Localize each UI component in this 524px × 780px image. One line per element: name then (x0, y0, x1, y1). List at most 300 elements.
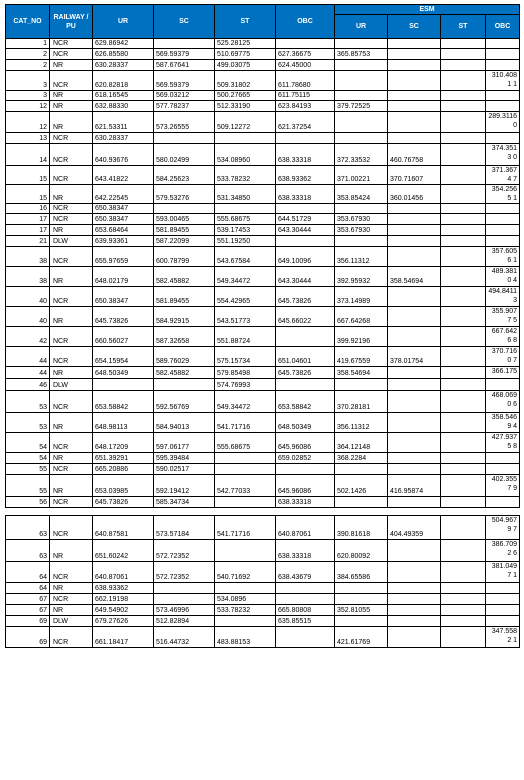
cell-cat-no: 69 (6, 627, 50, 648)
cell-obc (276, 379, 335, 391)
cell-railway: NCR (50, 433, 93, 453)
cell-obc (276, 133, 335, 144)
cell-railway: NCR (50, 49, 93, 60)
cell-esm-ur (335, 464, 388, 475)
cell-esm-sc (388, 204, 441, 214)
cell-esm-obc (486, 91, 520, 101)
cell-railway: NCR (50, 204, 93, 214)
cell-obc: 635.85515 (276, 616, 335, 627)
cell-ur: 645.73826 (93, 497, 154, 508)
cell-obc: 621.37254 (276, 112, 335, 133)
cell-railway: NR (50, 307, 93, 327)
cell-obc: 644.51729 (276, 214, 335, 225)
cell-sc: 516.44732 (154, 627, 215, 648)
cell-esm-obc (486, 101, 520, 112)
cell-railway: DLW (50, 236, 93, 247)
cell-ur: 640.93676 (93, 144, 154, 166)
cell-esm-sc (388, 627, 441, 648)
cell-esm-sc (388, 562, 441, 583)
cell-esm-obc: 494.8411 3 (486, 287, 520, 307)
table-row (6, 71, 520, 91)
cell-esm-ur: 620.80092 (335, 540, 388, 562)
cell-esm-sc (388, 60, 441, 71)
gap-cell (6, 508, 520, 516)
cell-obc (276, 236, 335, 247)
cell-esm-sc (388, 616, 441, 627)
cell-ur: 629.86942 (93, 39, 154, 49)
cell-railway: NR (50, 185, 93, 204)
cell-cat-no: 55 (6, 475, 50, 497)
cell-esm-st (441, 39, 486, 49)
cell-esm-ur: 353.67930 (335, 225, 388, 236)
cell-st: 579.85498 (215, 367, 276, 379)
table-header (6, 5, 520, 39)
cell-ur: 640.87581 (93, 516, 154, 540)
cell-obc: 645.96086 (276, 433, 335, 453)
table-row (6, 166, 520, 185)
cell-sc (154, 379, 215, 391)
cell-railway: NCR (50, 562, 93, 583)
cell-sc: 569.59379 (154, 71, 215, 91)
cell-ur: 638.93362 (93, 583, 154, 594)
cell-railway: NCR (50, 214, 93, 225)
table-row (6, 540, 520, 562)
cell-esm-ur (335, 594, 388, 605)
cell-st: 512.33190 (215, 101, 276, 112)
cell-sc: 573.57184 (154, 516, 215, 540)
cell-esm-obc (486, 204, 520, 214)
cell-esm-ur (335, 204, 388, 214)
cell-esm-obc: 358.5469 4 (486, 413, 520, 433)
cell-st: 555.68675 (215, 433, 276, 453)
table-row (6, 605, 520, 616)
cell-esm-ur (335, 616, 388, 627)
cell-esm-sc (388, 225, 441, 236)
cell-st (215, 204, 276, 214)
cell-esm-obc: 347.5582 1 (486, 627, 520, 648)
cell-cat-no: 12 (6, 101, 50, 112)
cell-cat-no: 55 (6, 464, 50, 475)
cell-cat-no: 21 (6, 236, 50, 247)
cell-esm-st (441, 247, 486, 267)
cell-obc (276, 327, 335, 347)
cell-esm-st (441, 204, 486, 214)
cell-esm-ur: 365.85753 (335, 49, 388, 60)
table-row (6, 562, 520, 583)
cell-railway: DLW (50, 616, 93, 627)
cell-obc: 665.80808 (276, 605, 335, 616)
cell-st (215, 453, 276, 464)
cell-esm-sc (388, 605, 441, 616)
cell-st: 554.42965 (215, 287, 276, 307)
cell-st (215, 540, 276, 562)
table-row (6, 185, 520, 204)
cell-esm-ur: 371.00221 (335, 166, 388, 185)
cell-cat-no: 15 (6, 185, 50, 204)
cell-obc: 640.87061 (276, 516, 335, 540)
cell-sc: 592.56769 (154, 391, 215, 413)
cell-st (215, 497, 276, 508)
cell-ur: 648.17209 (93, 433, 154, 453)
cell-ur: 632.88330 (93, 101, 154, 112)
cell-esm-ur (335, 236, 388, 247)
cell-cat-no: 3 (6, 71, 50, 91)
cell-esm-obc: 402.3557 9 (486, 475, 520, 497)
cell-sc: 585.34734 (154, 497, 215, 508)
cell-esm-obc (486, 214, 520, 225)
cell-railway: NCR (50, 497, 93, 508)
cell-esm-st (441, 516, 486, 540)
cell-esm-sc (388, 307, 441, 327)
cell-cat-no: 1 (6, 39, 50, 49)
cell-esm-sc (388, 413, 441, 433)
cell-ur: 679.27626 (93, 616, 154, 627)
cell-obc: 638.33318 (276, 540, 335, 562)
cell-esm-obc: 371.3674 7 (486, 166, 520, 185)
cell-esm-st (441, 562, 486, 583)
cell-ur: 645.73826 (93, 307, 154, 327)
cell-esm-st (441, 583, 486, 594)
table-row (6, 236, 520, 247)
cell-railway: NCR (50, 347, 93, 367)
table-row (6, 267, 520, 287)
cell-cat-no: 42 (6, 327, 50, 347)
table-row (6, 475, 520, 497)
cell-obc: 645.66022 (276, 307, 335, 327)
cell-esm-st (441, 616, 486, 627)
cell-sc: 587.67641 (154, 60, 215, 71)
cell-esm-st (441, 327, 486, 347)
cell-esm-obc: 381.0497 1 (486, 562, 520, 583)
cell-st: 575.15734 (215, 347, 276, 367)
cell-sc: 581.89455 (154, 225, 215, 236)
table-row (6, 39, 520, 49)
cell-esm-obc: 289.3116 0 (486, 112, 520, 133)
cell-esm-sc (388, 433, 441, 453)
cell-obc: 638.43679 (276, 562, 335, 583)
cell-sc (154, 204, 215, 214)
cell-sc: 582.45882 (154, 367, 215, 379)
results-table-container (5, 4, 519, 648)
cell-railway: NCR (50, 627, 93, 648)
table-row (6, 594, 520, 605)
cell-esm-st (441, 236, 486, 247)
cell-obc: 643.30444 (276, 225, 335, 236)
cell-esm-obc (486, 49, 520, 60)
cell-st: 509.12272 (215, 112, 276, 133)
cell-esm-sc (388, 540, 441, 562)
cell-esm-st (441, 133, 486, 144)
cell-esm-obc: 386.7092 6 (486, 540, 520, 562)
cell-cat-no: 13 (6, 133, 50, 144)
cell-esm-sc: 416.95874 (388, 475, 441, 497)
cell-esm-ur: 352.81055 (335, 605, 388, 616)
cell-st (215, 464, 276, 475)
cell-sc: 584.92915 (154, 307, 215, 327)
cell-railway: NCR (50, 287, 93, 307)
cell-cat-no: 67 (6, 605, 50, 616)
cell-esm-st (441, 166, 486, 185)
cell-sc: 587.22099 (154, 236, 215, 247)
cell-ur: 650.38347 (93, 214, 154, 225)
cell-st: 533.78232 (215, 166, 276, 185)
cell-sc: 582.45882 (154, 267, 215, 287)
cell-st (215, 133, 276, 144)
cell-ur: 662.19198 (93, 594, 154, 605)
cell-cat-no: 53 (6, 413, 50, 433)
cell-esm-st (441, 367, 486, 379)
cell-esm-st (441, 307, 486, 327)
cell-sc (154, 39, 215, 49)
header-esm: ESM (335, 5, 520, 15)
cell-esm-ur: 384.65586 (335, 562, 388, 583)
cell-cat-no: 64 (6, 583, 50, 594)
cell-cat-no: 63 (6, 540, 50, 562)
cell-railway: NCR (50, 327, 93, 347)
cell-obc (276, 464, 335, 475)
cell-esm-ur: 356.11312 (335, 413, 388, 433)
table-gap-row (6, 508, 520, 516)
cell-ur: 639.93361 (93, 236, 154, 247)
cell-esm-st (441, 497, 486, 508)
cell-esm-sc (388, 391, 441, 413)
cell-cat-no: 54 (6, 433, 50, 453)
cell-ur: 651.39291 (93, 453, 154, 464)
cell-esm-st (441, 101, 486, 112)
cell-esm-st (441, 433, 486, 453)
cell-ur: 650.38347 (93, 204, 154, 214)
cell-esm-ur (335, 71, 388, 91)
cell-esm-ur (335, 112, 388, 133)
cell-esm-obc: 504.9679 7 (486, 516, 520, 540)
cell-esm-obc (486, 605, 520, 616)
cell-railway: NR (50, 101, 93, 112)
cell-st: 574.76993 (215, 379, 276, 391)
cell-esm-st (441, 71, 486, 91)
cell-obc (276, 594, 335, 605)
cell-esm-st (441, 91, 486, 101)
table-row (6, 453, 520, 464)
cell-esm-sc (388, 133, 441, 144)
cell-esm-obc: 357.6056 1 (486, 247, 520, 267)
cell-obc: 659.02852 (276, 453, 335, 464)
table-row (6, 464, 520, 475)
cell-st (215, 583, 276, 594)
cell-esm-ur (335, 91, 388, 101)
cell-st: 543.51773 (215, 307, 276, 327)
cell-esm-st (441, 413, 486, 433)
cell-cat-no: 44 (6, 367, 50, 379)
table-row (6, 49, 520, 60)
cell-esm-obc (486, 60, 520, 71)
cell-ur: 618.16545 (93, 91, 154, 101)
cell-ur: 653.03985 (93, 475, 154, 497)
cell-st: 551.19250 (215, 236, 276, 247)
cell-esm-st (441, 453, 486, 464)
cell-obc: 611.78680 (276, 71, 335, 91)
cell-sc: 577.78237 (154, 101, 215, 112)
cell-st: 500.27665 (215, 91, 276, 101)
cell-ur: 626.85580 (93, 49, 154, 60)
cell-ur: 642.22545 (93, 185, 154, 204)
cell-st: 539.17453 (215, 225, 276, 236)
table-row (6, 627, 520, 648)
cell-esm-st (441, 347, 486, 367)
header-esm-obc: OBC (486, 15, 520, 39)
cell-st: 533.78232 (215, 605, 276, 616)
cell-esm-sc (388, 91, 441, 101)
cell-st: 551.88724 (215, 327, 276, 347)
cell-sc: 593.00465 (154, 214, 215, 225)
cell-obc: 648.50349 (276, 413, 335, 433)
cell-cat-no: 53 (6, 391, 50, 413)
cell-esm-sc (388, 379, 441, 391)
cell-esm-st (441, 49, 486, 60)
cell-railway: NR (50, 605, 93, 616)
table-row (6, 247, 520, 267)
cell-railway: NR (50, 583, 93, 594)
cell-sc (154, 133, 215, 144)
cell-obc: 645.96086 (276, 475, 335, 497)
cell-obc: 627.36675 (276, 49, 335, 60)
cell-cat-no: 12 (6, 112, 50, 133)
cell-cat-no: 69 (6, 616, 50, 627)
header-cat-no: CAT_NO (6, 5, 50, 39)
cell-railway: NCR (50, 133, 93, 144)
cell-esm-ur (335, 497, 388, 508)
cell-esm-obc: 354.2565 1 (486, 185, 520, 204)
cell-cat-no: 54 (6, 453, 50, 464)
table-row (6, 367, 520, 379)
cell-ur: 621.53311 (93, 112, 154, 133)
cell-cat-no: 16 (6, 204, 50, 214)
cutoff-marks-table (5, 4, 520, 648)
cell-esm-ur: 390.81618 (335, 516, 388, 540)
cell-cat-no: 67 (6, 594, 50, 605)
table-row (6, 204, 520, 214)
cell-obc: 653.58842 (276, 391, 335, 413)
cell-obc: 638.33318 (276, 185, 335, 204)
cell-st: 534.0896 (215, 594, 276, 605)
cell-obc: 611.75115 (276, 91, 335, 101)
cell-esm-st (441, 379, 486, 391)
cell-esm-sc (388, 367, 441, 379)
cell-st: 531.34850 (215, 185, 276, 204)
cell-cat-no: 56 (6, 497, 50, 508)
cell-ur (93, 379, 154, 391)
cell-esm-st (441, 144, 486, 166)
cell-railway: NR (50, 540, 93, 562)
cell-esm-ur: 370.28181 (335, 391, 388, 413)
cell-ur: 630.28337 (93, 60, 154, 71)
cell-railway: NR (50, 60, 93, 71)
cell-esm-obc: 366.175 (486, 367, 520, 379)
cell-sc: 597.06177 (154, 433, 215, 453)
cell-esm-st (441, 627, 486, 648)
cell-esm-sc: 358.54694 (388, 267, 441, 287)
cell-esm-sc (388, 247, 441, 267)
cell-esm-sc (388, 464, 441, 475)
table-body (6, 39, 520, 648)
cell-sc: 584.94013 (154, 413, 215, 433)
cell-sc: 569.59379 (154, 49, 215, 60)
cell-railway: NCR (50, 464, 93, 475)
cell-esm-obc (486, 379, 520, 391)
cell-esm-sc (388, 39, 441, 49)
cell-esm-ur: 356.11312 (335, 247, 388, 267)
cell-esm-sc (388, 327, 441, 347)
table-row (6, 60, 520, 71)
cell-st: 549.34472 (215, 267, 276, 287)
cell-esm-st (441, 391, 486, 413)
cell-sc: 600.78799 (154, 247, 215, 267)
table-row (6, 307, 520, 327)
cell-esm-ur: 399.92196 (335, 327, 388, 347)
cell-esm-obc (486, 464, 520, 475)
cell-esm-sc: 370.71607 (388, 166, 441, 185)
cell-esm-ur: 379.72525 (335, 101, 388, 112)
header-esm-st: ST (441, 15, 486, 39)
cell-obc: 624.45000 (276, 60, 335, 71)
table-row (6, 391, 520, 413)
cell-sc: 584.25623 (154, 166, 215, 185)
cell-ur: 660.56027 (93, 327, 154, 347)
cell-esm-obc: 355.9077 5 (486, 307, 520, 327)
cell-railway: NR (50, 367, 93, 379)
cell-esm-st (441, 540, 486, 562)
cell-ur: 648.02179 (93, 267, 154, 287)
cell-esm-sc (388, 71, 441, 91)
cell-st: 483.88153 (215, 627, 276, 648)
cell-esm-st (441, 287, 486, 307)
cell-st: 555.68675 (215, 214, 276, 225)
cell-cat-no: 17 (6, 225, 50, 236)
cell-esm-sc (388, 594, 441, 605)
cell-esm-obc (486, 39, 520, 49)
cell-esm-ur: 353.67930 (335, 214, 388, 225)
table-row (6, 433, 520, 453)
cell-esm-ur (335, 379, 388, 391)
cell-obc (276, 627, 335, 648)
cell-esm-obc: 370.7160 7 (486, 347, 520, 367)
cell-esm-ur: 373.14989 (335, 287, 388, 307)
cell-obc: 638.93362 (276, 166, 335, 185)
table-row (6, 144, 520, 166)
cell-obc: 623.84193 (276, 101, 335, 112)
table-row (6, 91, 520, 101)
cell-cat-no: 40 (6, 307, 50, 327)
cell-st: 549.34472 (215, 391, 276, 413)
cell-obc (276, 39, 335, 49)
cell-ur: 661.18417 (93, 627, 154, 648)
cell-sc: 589.76029 (154, 347, 215, 367)
cell-esm-st (441, 60, 486, 71)
cell-esm-ur: 419.67559 (335, 347, 388, 367)
cell-st: 541.71716 (215, 413, 276, 433)
table-row (6, 583, 520, 594)
cell-esm-sc (388, 49, 441, 60)
cell-esm-sc: 360.01456 (388, 185, 441, 204)
cell-esm-obc (486, 594, 520, 605)
cell-st: 534.08960 (215, 144, 276, 166)
cell-railway: NCR (50, 39, 93, 49)
cell-esm-st (441, 267, 486, 287)
cell-esm-sc (388, 214, 441, 225)
cell-esm-ur: 368.2284 (335, 453, 388, 464)
table-row (6, 287, 520, 307)
cell-esm-st (441, 464, 486, 475)
cell-st: 509.31802 (215, 71, 276, 91)
